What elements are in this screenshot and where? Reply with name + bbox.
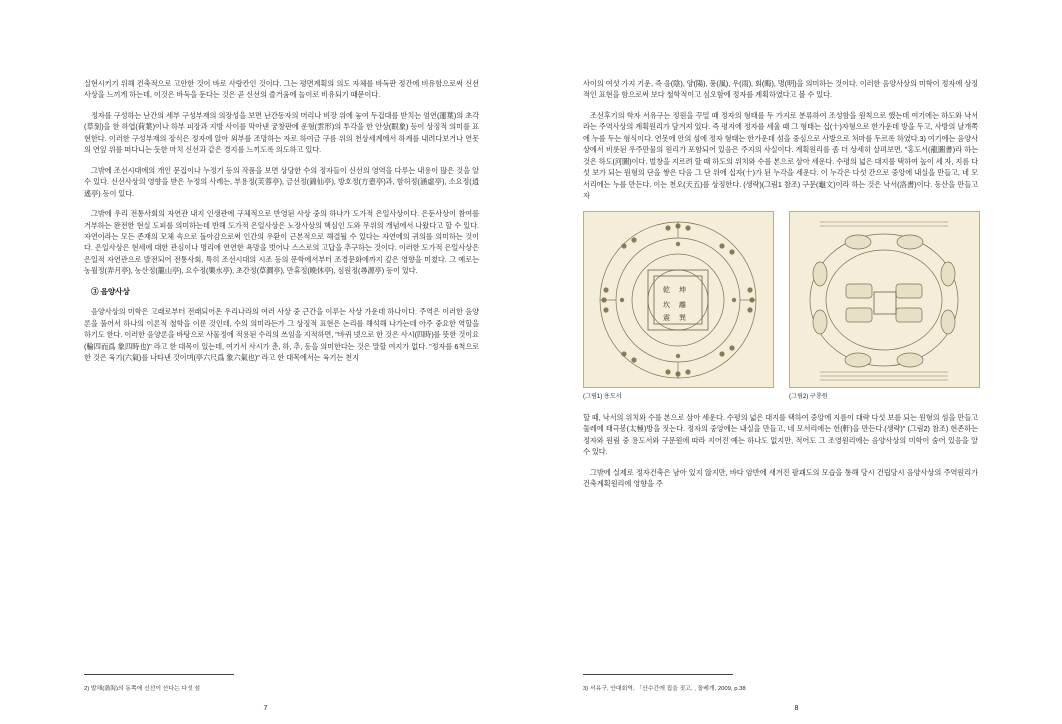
- svg-text:震: 震: [663, 313, 670, 322]
- figure-gumunwon: [789, 211, 978, 402]
- svg-text:坎: 坎: [663, 300, 670, 309]
- svg-text:乾: 乾: [663, 285, 670, 294]
- footnote-left: 2) 발해(渤海)의 동쪽에 신선이 산다는 다섯 섬: [84, 686, 201, 692]
- figure-gumunwon-image: [789, 211, 980, 388]
- hado-diagram-svg: [584, 212, 773, 387]
- paragraph: 그밖에 조선시대에의 개인 문집이나 누정기 등의 작품을 보면 상당한 수의 정자들이 신선의 영역을 다루는 내용이 많은 것을 알 수 있다. 신선사상의 영향을 받은 누정의 사례는, 부용정(芙蓉亭), 금선정(錦仙亭), 방호정(方壺亭)과, 함허정(涵虛亭), 소요정(逍遙亭) 등이 있다.: [84, 165, 479, 198]
- paragraph: 실현시키기 위해 건축적으로 고안한 것이 바로 사랑칸인 것이다. 그는 평면계획의 의도 자체를 바둑판 정간에 비유함으로써 신선사상을 느끼게 하는데, 이것은 바둑을 둔다는 것은 곧 신선의 즐거움에 놀이로 비유되기 때문이다.: [84, 79, 479, 100]
- svg-text:坤: 坤: [679, 285, 686, 294]
- paragraph: 그밖에 실제로 정자건축은 남아 있지 않지만, 바다 암반에 새겨진 팔괘도의 모습을 통해 당시 건립당시 음양사상의 주역원리가 건축계획원리에 영향을 주: [583, 467, 978, 489]
- right-column-text: [583, 78, 978, 490]
- left-column-text: [84, 78, 479, 364]
- paragraph: 사이의 여섯 가지 기운, 즉 음(陰), 양(陽), 풍(風), 우(雨), 회(晦), 명(明)을 의미하는 것이다. 이러한 음양사상의 미학이 정자에 상징적인 표현을 함으로써 보다 철학적이고 심오함에 정자를 계획하였다고 볼 수 있다.: [583, 79, 978, 100]
- figure-hado: [583, 211, 772, 402]
- footnote-separator: [583, 674, 733, 675]
- page-number-right: 8: [794, 705, 799, 712]
- paragraph: 그밖에 우리 전통사회의 자연관 내지 인생관에 구체적으로 반영된 사상 중의 하나가 도가적 은일사상이다. 은둔사상이 참여를 거부하는 완전한 현실 도피를 의미하는데 반해 도가적 은일사상은 노장사상의 핵심인 도와 무위의 개념에서 나왔다고 할 수 있다. 자연이라는 모든 존재의 모체 속으로 돌아감으로써 인간의 우환이 근본적으로 해결될 수 있다는 자연에의 귀의를 의미하는 것이다. 은일사상은 현세에 대한 관심이나 명리에 연연한 욕망을 벗어나 스스로의 고답을 추구하는 것이다. 이러한 도가적 은일사상은 은일적 자연관으로 발전되어 전통사회, 특히 조선시대의 시조 등의 문학에서부터 조경문화에까지 깊은 영향을 미쳤다. 그 예로는 농월정(弄月亭), 농산정(籠山亭), 요수정(樂水亭), 초간정(草澗亭), 만휴정(晩休亭), 심원정(尋源亭) 등이 있다.: [84, 209, 479, 276]
- section-heading: ③ 음양사상: [91, 286, 130, 296]
- paragraph: 조선후기의 학자 서유구는 정원을 꾸밀 때 정자의 형태를 두 가지로 분류하여 조성함을 원칙으로 했는데 여기에는 하도와 낙서라는 주역사상의 계획원리가 담겨져 있다. 즉 평지에 정자를 세울 때 그 형태는 십(十)자형으로 한가운데 방을 두고, 사방의 날개쪽에 누를 두는 형식이다. 연못에 안의 섬에 정자 형태는 한가운데 섬을 중심으로 사방으로 처마를 두르록 하였다.3) 여기에는 음양사상에서 비롯된 우주만물의 원리가 포함되어 있음은 주지의 사실이다. 계획원리를 좀 더 상세히 살펴보면, "홍도서(龍圖書)라 하는 것은 하도(河圖)이다. 벌창을 지르려 할 때 하도의 위치와 수를 본으로 삼아 세운다. 수평의 넓은 대지를 택하여 높이 세 자, 지름 다섯 보가 되는 원형의 단을 쌓은 다음 그 단 위에 십자(十)가 된 누각을 세운다. 이 누각은 다섯 간으로 중앙에 내실을 만들고, 네 모서리에는 누를 만든다. 이는 천오(天五)를 상징한다. (생략)(그림1 참조) 구문(龜文)이라 하는 것은 낙서(洛書)이다. 동산을 만들고자: [583, 110, 978, 201]
- svg-text:離: 離: [679, 300, 686, 309]
- paragraph: 할 때, 낙서의 위치와 수를 본으로 삼아 세운다. 수평의 넓은 대지를 택하여 중앙에 지름이 대략 다섯 보를 되는 원형의 섬을 만들고 둘레에 태극봉(太極)방을 짓는다. 정자의 중앙에는 내실을 만들고, 네 모서리에는 헌(軒)을 만든다.(생략)" (그림2) 참조) 현존하는 정자와 원림 중 용도서와 구문원에 따라 지어진 예는 하나도 없지만, 적어도 그 조영원리에는 음양사상의 미학이 숨어 있음을 알 수 있다.: [583, 412, 978, 457]
- figure-caption: (그림2) 구룡원: [789, 392, 828, 400]
- footnote-separator: [84, 674, 234, 675]
- footnote-right: 3) 서유구, 안대회역, 「산수간에 집을 짓고, , 돌베개, 2009, p.38: [583, 686, 746, 692]
- paragraph: 정자를 구성하는 난간의 세부 구성부재의 의장성을 보면 난간동자의 머리나 비장 위에 놓여 두겁대를 받치는 엄연(蓮葉)의 초각(草刻)을 한 하엽(荷葉)이나 하부 피장과 지방 사이를 막아낸 궁창판에 운형(雲形)의 투각을 한 안상(眼象) 등이 상징적 의미를 표현한다. 이러한 구성부재의 장식은 정자에 앉아 외부를 조망하는 자로 하여금 구름 위의 천상세계에서 하계를 내려다보거나 연못의 연잎 위를 떠다니는 듯한 마치 신선과 같은 경지를 느끼도록 의도하고 있다.: [84, 110, 479, 155]
- page-left-body: [84, 78, 479, 674]
- svg-text:巽: 巽: [679, 313, 686, 322]
- gumunwon-diagram-svg: [790, 212, 979, 387]
- paragraph: 음양사상의 미학은 고래로부터 전래되어온 우리나라의 여러 사상 중 근간을 이루는 사상 가운데 하나이다. 주역은 이러한 음양론을 풀어서 하나의 이론적 철학을 이룬 것인데, 수의 의미라든가 그 상징적 표현은 논리를 해석해 나가는데 아주 중요한 역할을 하기도 한다. 이러한 음양론을 바탕으로 사물정에 적용된 수리의 쓰임을 지적하면, "바퀴 넷으로 한 것은 사시(四時)를 뜻한 것이요(輪四而爲 象四時也)" 라고 한 대목이 있는데, 여기서 사시가 춘, 하, 추, 동을 의미한다는 것은 말할 여지가 없다. "정자를 6척으로 한 것은 육기(六氣)를 나타낸 것이며(亭六尺爲 象六氣也)" 라고 한 대목에서는 육기는 천지: [84, 307, 479, 363]
- figure-group: [583, 211, 978, 402]
- page-right: [531, 0, 1062, 724]
- figure-hado-image: [583, 211, 774, 388]
- page-right-body: [583, 78, 978, 674]
- page-number-left: 7: [263, 705, 268, 712]
- figure-caption: (그림1) 용도서: [583, 392, 622, 400]
